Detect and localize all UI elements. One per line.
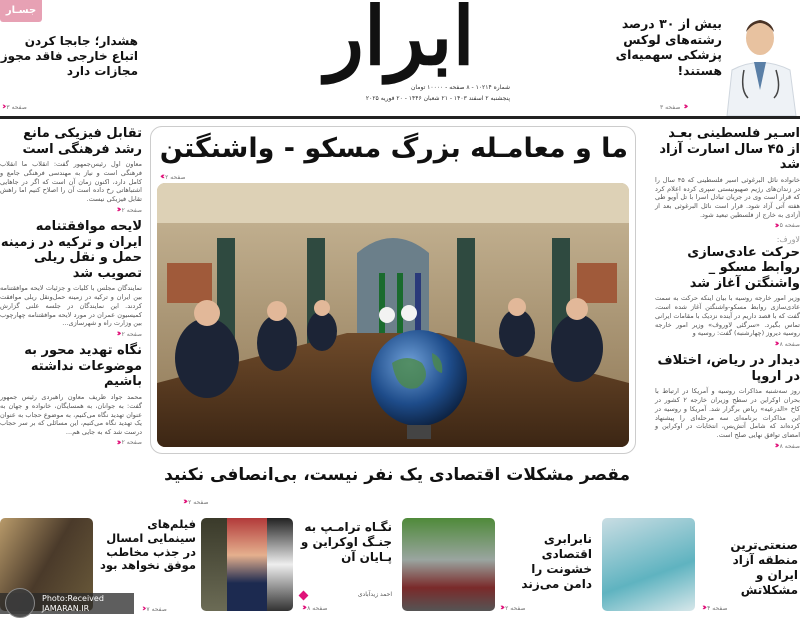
page-ref[interactable]: صفحه ۳ ‹‹ [2, 102, 27, 112]
chevrons-icon: ‹‹‹ [116, 437, 119, 448]
article[interactable]: نگاه تهدید محور به موضوعات نداشته باشیم محمد جواد ظریف معاون راهبردی رئیس جمهور گفت: به جوانان، به همسایگان، خانواده و جهان به عنوان تهدید نگاه می‌کنیم، به موضوع حجاب به عنوان یک تهدید نگاه می‌کنیم، این مسائلی که بر سر حجاب درست شد که به جایی هم... صفحه ۲ ‹‹‹ [0, 343, 142, 448]
story-photo [402, 518, 495, 611]
article-body: روز سه‌شنبه مذاکرات روسیه و آمریکا در ارتباط با بحران اوکراین در سطح وزیران خارجه ۲ کشور در کاخ «الدرعیه» ریاض برگزار شد. آمریکا و روسیه در این مذاکرات برنامه‌ای سه مرحله‌ای را پیشنهاد کرده‌اند که شامل آتش‌بس، انتخابات در اوکراین و امضای توافق نهایی صلح است. [655, 387, 800, 440]
chevrons-icon: ‹‹‹ [774, 441, 777, 451]
chevrons-icon: ‹‹‹ [500, 603, 503, 613]
article-headline: دیدار در ریاض، اختلاف در اروپا [657, 353, 800, 384]
chevrons-icon: ‹‹ [142, 604, 144, 614]
chevrons-icon: ‹‹‹ [116, 205, 119, 216]
chevrons-icon: ‹‹‹ [774, 220, 777, 231]
article-headline: لایحه موافقتنامه ایران و ترکیه در زمینه حمل و نقل ریلی تصویب شد [0, 219, 142, 281]
story-author: احمد زیدآبادی [357, 591, 392, 598]
chevrons-icon: ››› [160, 172, 163, 182]
story-headline: صنعتی‌ترین منطقه آزاد ایران و مشکلاتش [730, 538, 798, 597]
article-headline: حرکت عادی‌سازی روابط مسکو _ واشنگتن آغاز شد [687, 244, 800, 291]
page-ref[interactable]: صفحه ۲ ››› [160, 172, 186, 182]
left-column [0, 126, 142, 448]
masthead-logo: ابرار [325, 0, 475, 83]
promo-headline[interactable]: بیش از ۳۰ درصد رشته‌های لوکس پزشکی سهمیه‌ای هستند! [615, 16, 722, 78]
watermark: Photo:Received JAMARAN.IR [0, 593, 134, 614]
bottom-story[interactable]: نابرابری اقتصادی خشونت را دامن می‌زند صفحه ۲ ‹‹‹ [400, 518, 600, 613]
bottom-story[interactable]: فیلم‌های سینمایی امسال در جذب مخاطب موفق نخواهد بود صفحه ۷ ‹‹ Photo:Received JAMARAN.IR [0, 518, 200, 613]
chevrons-icon: ‹‹‹ [183, 497, 186, 507]
article-kicker: لاورف: [776, 234, 800, 244]
article-headline: تقابل فیزیکی مانع رشد فرهنگی است [22, 126, 142, 157]
story-headline: فیلم‌های سینمایی امسال در جذب مخاطب موفق نخواهد بود [99, 517, 196, 573]
lead-headline[interactable]: ما و معامـله بزرگ مسکو - واشنگتن [159, 133, 628, 164]
article[interactable]: لایحه موافقتنامه ایران و ترکیه در زمینه حمل و نقل ریلی تصویب شد نمایندگان مجلس با کلیات و جزئیات لایحه موافقتنامه بین ایران و ترکیه در زمینه حمل‌ونقل ریلی موافقت کردند. این نمایندگان در جلسه علنی گزارش کمیسیون عمران در مورد لایحه موافقتنامه چهارچوب بین وزارت راه و شهرسازی... صفحه ۲ ‹‹‹ [0, 219, 142, 340]
chevrons-icon: ‹‹‹ [702, 603, 705, 613]
bottom-story[interactable]: نگـاه ترامـپ به جنـگ اوکراین و پـایان آن احمد زیدآبادی صفحه ۸ ‹‹‹ [200, 518, 400, 613]
chevrons-icon: ‹‹‹ [683, 102, 686, 112]
story-photo [201, 518, 293, 611]
lead-photo [157, 183, 629, 447]
chevrons-icon: ‹‹‹ [302, 603, 305, 613]
issue-info: شماره ۱۰۲۱۴ - ۸ صفحه - ۱۰۰۰۰ تومان [411, 84, 510, 91]
article[interactable]: لاورف: حرکت عادی‌سازی روابط مسکو _ واشنگتن آغاز شد وزیر امور خارجه روسیه با بیان اینکه حرکت به سمت عادی‌سازی روابط مسکو-واشنگتن آغاز شده است، گفت که با قصد داریم در آینده نزدیک با مقامات ایرانی تماس بگیرد. «سرگئی لاوروف» وزیر امور خارجه روسیه دیروز (چهارشنبه) گفت: روسیه و صفحه ۸ ‹‹‹ [655, 234, 800, 350]
article-body: وزیر امور خارجه روسیه با بیان اینکه حرکت به سمت عادی‌سازی روابط مسکو-واشنگتن آغاز شده است، گفت که با قصد داریم در آینده نزدیک با مقامات ایرانی تماس بگیرد. «سرگئی لاوروف» وزیر امور خارجه روسیه دیروز (چهارشنبه) گفت: روسیه و [655, 294, 800, 338]
chevrons-icon: ‹‹ [2, 102, 4, 112]
article[interactable]: تقابل فیزیکی مانع رشد فرهنگی است معاون اول رئیس‌جمهور گفت: انقلاب ما انقلاب فرهنگی است و نیاز به مهندسی فرهنگی جامع و کامل دارد، اکنون زمان آن است که اگر در جاهایی اشتباهاتی رخ داده است آن را اصلاح کنیم اما راهش تقابل فیزیکی نیست. صفحه ۲ ‹‹‹ [0, 126, 142, 216]
article-body: معاون اول رئیس‌جمهور گفت: انقلاب ما انقلاب فرهنگی است و نیاز به مهندسی فرهنگی جامع و کامل دارد، اکنون زمان آن است که اگر در جاهایی اشتباهاتی رخ داده است آن را اصلاح کنیم اما راهش تقابل فیزیکی نیست. [0, 160, 142, 204]
article[interactable]: دیدار در ریاض، اختلاف در اروپا روز سه‌شنبه مذاکرات روسیه و آمریکا در ارتباط با بحران اوکراین در سطح وزیران خارجه ۲ کشور در کاخ «الدرعیه» ریاض برگزار شد. آمریکا و روسیه در این مذاکرات برنامه‌ای سه مرحله‌ای را پیشنهاد کرده‌اند که شامل آتش‌بس، انتخابات در اوکراین و امضای توافق نهایی صلح است. صفحه ۸ ‹‹‹ [655, 353, 800, 451]
article-body: نمایندگان مجلس با کلیات و جزئیات لایحه موافقتنامه بین ایران و ترکیه در زمینه حمل‌ونقل ریلی موافقت کردند. این نمایندگان در جلسه علنی گزارش کمیسیون عمران در مورد لایحه موافقتنامه چهارچوب بین وزارت راه و شهرسازی... [0, 284, 142, 328]
article-headline: نگاه تهدید محور به موضوعات نداشته باشیم [24, 343, 142, 390]
watermark-logo-icon [5, 588, 35, 618]
bottom-story[interactable]: صنعتی‌ترین منطقه آزاد ایران و مشکلاتش صفحه ۴ ‹‹‹ [600, 518, 800, 613]
chevrons-icon: ‹‹‹ [116, 329, 119, 340]
article-headline: اسـیر فلسطینی بعـد از ۴۵ سال اسارت آزاد شد [659, 126, 800, 173]
masthead-rule [0, 116, 800, 119]
doctor-image [722, 10, 800, 116]
issue-date: پنجشنبه ۲ اسفند ۱۴۰۳ - ۲۱ شعبان ۱۴۴۶ - ۲۰ فوریه ۲۰۲۵ [365, 95, 510, 102]
badge: جسـار [0, 0, 42, 22]
story-headline: نگـاه ترامـپ به جنـگ اوکراین و پـایان آن [300, 520, 392, 564]
chevrons-icon: ‹‹‹ [774, 339, 777, 350]
article-body: محمد جواد ظریف معاون راهبردی رئیس جمهور گفت: به جوانان، به همسایگان، خانواده و جهان به عنوان تهدید نگاه می‌کنیم، به موضوع حجاب به عنوان یک تهدید نگاه می‌کنیم، این مسائلی که بر سر حجاب درست شد که به جایی هم... [0, 393, 142, 437]
right-column [655, 126, 800, 451]
sub-headline[interactable]: مقصر مشکلات اقتصادی یک نفر نیست، بی‌انصافی نکنید [164, 465, 630, 485]
story-photo [602, 518, 695, 611]
warning-headline[interactable]: هشدار؛ جابجا کردن اتباع خارجی فاقد مجوز مجازات دارد [0, 34, 138, 78]
diamond-icon [299, 591, 309, 601]
story-headline: نابرابری اقتصادی خشونت را دامن می‌زند [521, 532, 592, 591]
article-body: خانواده نائل البرغوثی اسیر فلسطینی که ۴۵ سال را در زندان‌های رژیم صهیونیستی سپری کرده اعلام کرد که قرار است وی در جریان تبادل اسرا با تل آویو طی هفته آتی آزاد شود. قرار است نائل البرغوثی بعد از آزادی به خارج از فلسطین تبعید شود. [655, 175, 800, 219]
page-ref[interactable]: صفحه ۲ ‹‹‹ [183, 497, 209, 507]
page-ref[interactable]: ‹‹‹ صفحه ۳ [660, 102, 686, 112]
article[interactable]: اسـیر فلسطینی بعـد از ۴۵ سال اسارت آزاد شد خانواده نائل البرغوثی اسیر فلسطینی که ۴۵ سال را در زندان‌های رژیم صهیونیستی سپری کرده اعلام کرد که قرار است وی در جریان تبادل اسرا با تل آویو طی هفته آتی آزاد شود. قرار است نائل البرغوثی بعد از آزادی به خارج از فلسطین تبعید شود. صفحه ۵ ‹‹‹ [655, 126, 800, 231]
